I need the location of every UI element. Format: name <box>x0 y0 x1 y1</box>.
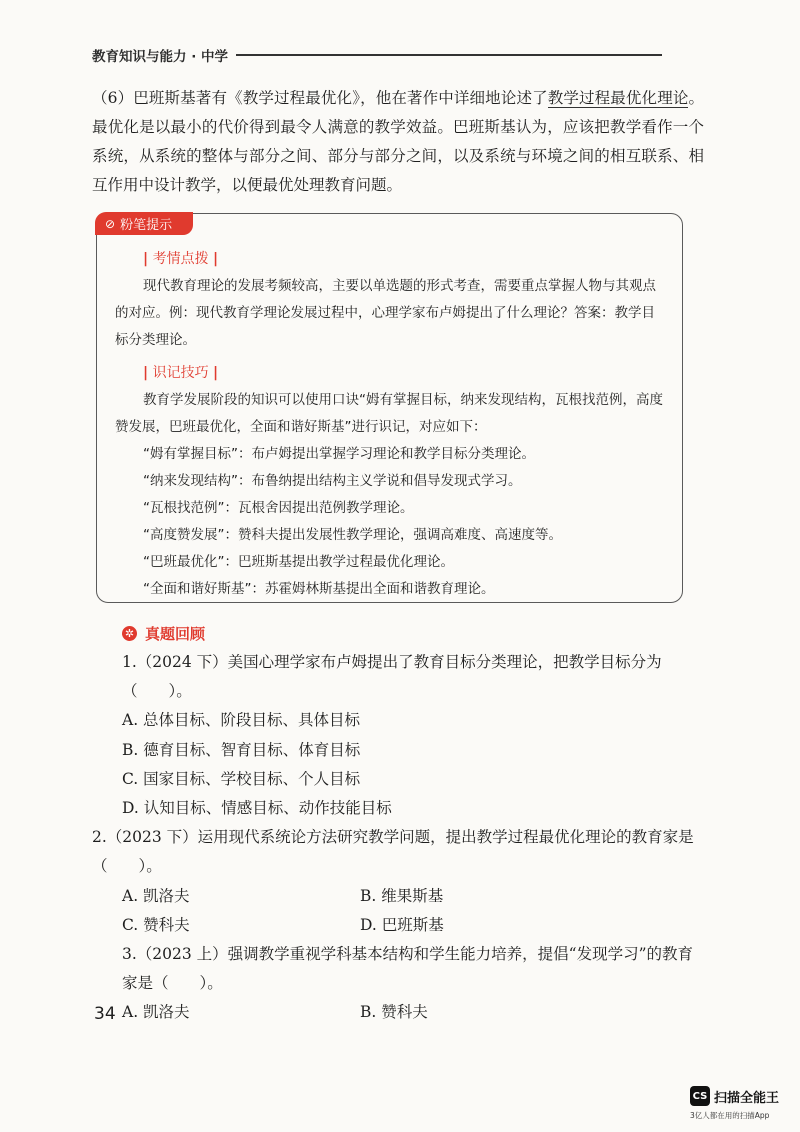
tip-tab-label: 粉笔提示 <box>120 218 173 233</box>
kaoqing-heading: | 考情点拨 | <box>143 251 219 267</box>
intro-paragraph <box>92 84 704 200</box>
pencil-icon: ⊘ <box>105 216 116 231</box>
q2-option-b: B. 维果斯基 <box>360 886 444 905</box>
q2-stem <box>92 823 707 881</box>
q2-option-d: D. 巴班斯基 <box>360 915 444 934</box>
q2-option-a: A. 凯洛夫 <box>122 886 190 905</box>
q1-option-a: A. 总体目标、阶段目标、具体目标 <box>122 711 361 730</box>
scanner-watermark <box>690 1086 779 1106</box>
para-underlined-term: 教学过程最优化理论 <box>547 89 689 107</box>
mnemonic-item: “瓦根找范例”：瓦根舍因提出范例教学理论。 <box>143 500 414 516</box>
jiji-heading: | 识记技巧 | <box>143 365 219 381</box>
page-number: 34 <box>94 1004 116 1024</box>
review-title: 真题回顾 <box>145 625 206 643</box>
jiji-title: 识记技巧 <box>152 365 209 381</box>
q3-stem: 3.（2023 上）强调教学重视学科基本结构和学生能力培养，提倡“发现学习”的教育家是（ ）。 <box>122 945 694 993</box>
header-title: 教育知识与能力 · 中学 <box>92 49 229 65</box>
para-lead: （6）巴班斯基著有《教学过程最优化》，他在著作中详细地论述了 <box>92 89 548 107</box>
tip-tab <box>95 212 193 235</box>
scanner-name: 扫描全能王 <box>714 1090 780 1106</box>
q2-options-row2 <box>122 911 707 940</box>
mnemonic-item: “全面和谐好斯基”：苏霍姆林斯基提出全面和谐教育理论。 <box>143 581 495 597</box>
q3-options-row <box>122 998 707 1027</box>
header-rule <box>236 54 662 56</box>
gear-icon: ✲ <box>122 626 137 641</box>
running-header <box>92 44 662 66</box>
mnemonic-item: “纳来发现结构”：布鲁纳提出结构主义学说和倡导发现式学习。 <box>143 473 522 489</box>
q3-option-a: A. 凯洛夫 <box>122 1003 190 1022</box>
review-heading <box>122 623 205 644</box>
kaoqing-text: 现代教育理论的发展考频较高，主要以单选题的形式考查，需要重点掌握人物与其观点的对应。例：现代教育学理论发展过程中，心理学家布卢姆提出了什么理论？答案：教学目标分类理论。 <box>115 278 656 348</box>
q3-option-b: B. 赞科夫 <box>360 1003 428 1022</box>
q1-option-d: D. 认知目标、情感目标、动作技能目标 <box>122 799 392 818</box>
q1-option-b: B. 德育目标、智育目标、体育目标 <box>122 740 361 759</box>
q1-stem: 1.（2024 下）美国心理学家布卢姆提出了教育目标分类理论，把教学目标分为（ ）。 <box>122 653 662 701</box>
q1-option-c: C. 国家目标、学校目标、个人目标 <box>122 769 361 788</box>
para-rest: 。最优化是以最小的代价得到最令人满意的教学效益。巴班斯基认为，应该把教学看作一个系统，从系统的整体与部分之间、部分与部分之间，以及系统与环境之间的相互联系、相互作用中设计教学，以便最优处理教育问题。 <box>92 89 704 194</box>
tip-content <box>115 246 664 603</box>
mnemonic-item: “姆有掌握目标”：布卢姆提出掌握学习理论和教学目标分类理论。 <box>143 446 535 462</box>
scanner-tagline: 3亿人都在用的扫描App <box>690 1111 770 1120</box>
tip-box <box>96 213 683 603</box>
scanner-logo-icon: CS <box>690 1086 710 1106</box>
mnemonic-item: “巴班最优化”：巴班斯基提出教学过程最优化理论。 <box>143 554 454 570</box>
mnemonic-item: “高度赞发展”：赞科夫提出发展性教学理论，强调高难度、高速度等。 <box>143 527 562 543</box>
jiji-text: 教育学发展阶段的知识可以使用口诀“姆有掌握目标，纳来发现结构，瓦根找范例，高度赞发展，巴班最优化，全面和谐好斯基”进行识记，对应如下： <box>115 392 663 435</box>
q2-stem-text: 2.（2023 下）运用现代系统论方法研究教学问题，提出教学过程最优化理论的教育家是（ ）。 <box>92 828 694 876</box>
q2-options-row1 <box>122 882 707 911</box>
q2-option-c: C. 赞科夫 <box>122 915 190 934</box>
kaoqing-title: 考情点拨 <box>152 251 209 267</box>
